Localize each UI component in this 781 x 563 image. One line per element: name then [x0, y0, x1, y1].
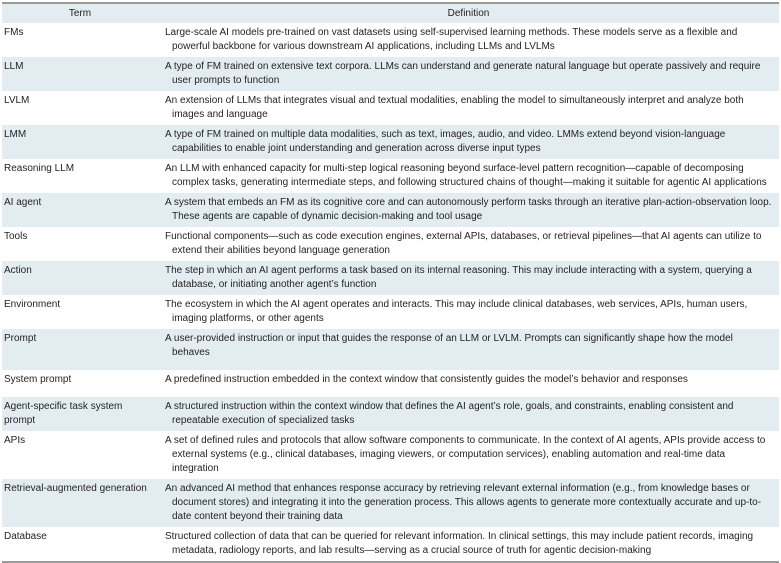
table-row — [2, 91, 779, 125]
table-row — [2, 57, 779, 91]
table-row — [2, 125, 779, 159]
table-row — [2, 193, 779, 227]
table-row — [2, 159, 779, 193]
definition-cell: An advanced AI method that enhances response accuracy by retrieving relevant external information (e.g., from knowledge bases or document stores) and integrating it into the generation process. This allows agents to generate more contextually accurate and up-to-date content beyond their training data — [158, 479, 779, 527]
definition-cell: An extension of LLMs that integrates visual and textual modalities, enabling the model to simultaneously interpret and analyze both images and language — [165, 95, 744, 120]
definition-cell: Large-scale AI models pre-trained on vast datasets using self-supervised learning methods. These models serve as a flexible and powerful backbone for various downstream AI applications, including LLMs and LVLMs — [165, 27, 738, 52]
definition-cell: A type of FM trained on extensive text corpora. LLMs can understand and generate natural language but operate passively and require user prompts to function — [158, 57, 779, 91]
term-cell: LLM — [2, 57, 158, 91]
header-definition: Definition — [158, 3, 779, 23]
term-cell: APIs — [4, 435, 26, 446]
definition-cell: A structured instruction within the context window that defines the AI agent’s role, goals, and constraints, enabling consistent and repeatable execution of specialized tasks — [158, 397, 779, 431]
term-cell: FMs — [4, 27, 24, 38]
table-header-row — [2, 3, 779, 23]
definition-cell: Structured collection of data that can be queried for relevant information. In clinical settings, this may include patient records, imaging metadata, radiology reports, and lab results—serving as a crucial source of truth for agentic decision-making — [165, 531, 754, 556]
table-row — [2, 431, 779, 479]
definition-cell: The step in which an AI agent performs a task based on its internal reasoning. This may include interacting with a system, querying a database, or initiating another agent’s function — [158, 261, 779, 295]
term-cell: LMM — [2, 125, 158, 159]
definition-cell: A predefined instruction embedded in the context window that consistently guides the model’s behavior and responses — [165, 374, 688, 385]
table-row — [2, 370, 779, 397]
term-cell: Agent-specific task system prompt — [2, 397, 158, 431]
definition-cell: The ecosystem in which the AI agent operates and interacts. This may include clinical databases, web services, APIs, human users, imaging platforms, or other agents — [165, 299, 748, 324]
table-row — [2, 329, 779, 370]
term-cell: LVLM — [4, 95, 30, 106]
term-cell: Database — [4, 531, 47, 542]
definition-cell: A type of FM trained on multiple data modalities, such as text, images, audio, and video. LMMs extend beyond vision-language capabilities to enable joint understanding and generation across diverse input types — [158, 125, 779, 159]
definition-cell: A user-provided instruction or input that guides the response of an LLM or LVLM. Prompts can significantly shape how the model behaves — [158, 329, 779, 370]
definition-cell: A set of defined rules and protocols that allow software components to communicate. In the context of AI agents, APIs provide access to external systems (e.g., clinical databases, imaging viewers, or computation services), enabling automation and real-time data integration — [165, 435, 766, 474]
glossary-table — [2, 2, 779, 563]
definition-cell: A system that embeds an FM as its cognitive core and can autonomously perform tasks through an iterative plan-action-observation loop. These agents are capable of dynamic decision-making and tool usage — [158, 193, 779, 227]
table-row — [2, 527, 779, 562]
definition-cell: An LLM with enhanced capacity for multi-step logical reasoning beyond surface-level pattern recognition—capable of decomposing complex tasks, generating intermediate steps, and following structured chains of thought—making it suitable for agentic AI applications — [165, 163, 767, 188]
table-row — [2, 397, 779, 431]
term-cell: Tools — [4, 231, 28, 242]
table-body — [2, 23, 779, 562]
term-cell: Reasoning LLM — [4, 163, 75, 174]
term-cell: Environment — [4, 299, 61, 310]
table-row — [2, 295, 779, 329]
term-cell: AI agent — [2, 193, 158, 227]
table-row — [2, 23, 779, 57]
table-row — [2, 227, 779, 261]
term-cell: Prompt — [2, 329, 158, 370]
table-row — [2, 479, 779, 527]
table-row — [2, 261, 779, 295]
header-term: Term — [2, 3, 158, 23]
term-cell: Retrieval-augmented generation — [2, 479, 158, 527]
definition-cell: Functional components—such as code execution engines, external APIs, databases, or retrieval pipelines—that AI agents can utilize to extend their abilities beyond language generation — [165, 231, 762, 256]
term-cell: System prompt — [4, 374, 72, 385]
term-cell: Action — [2, 261, 158, 295]
